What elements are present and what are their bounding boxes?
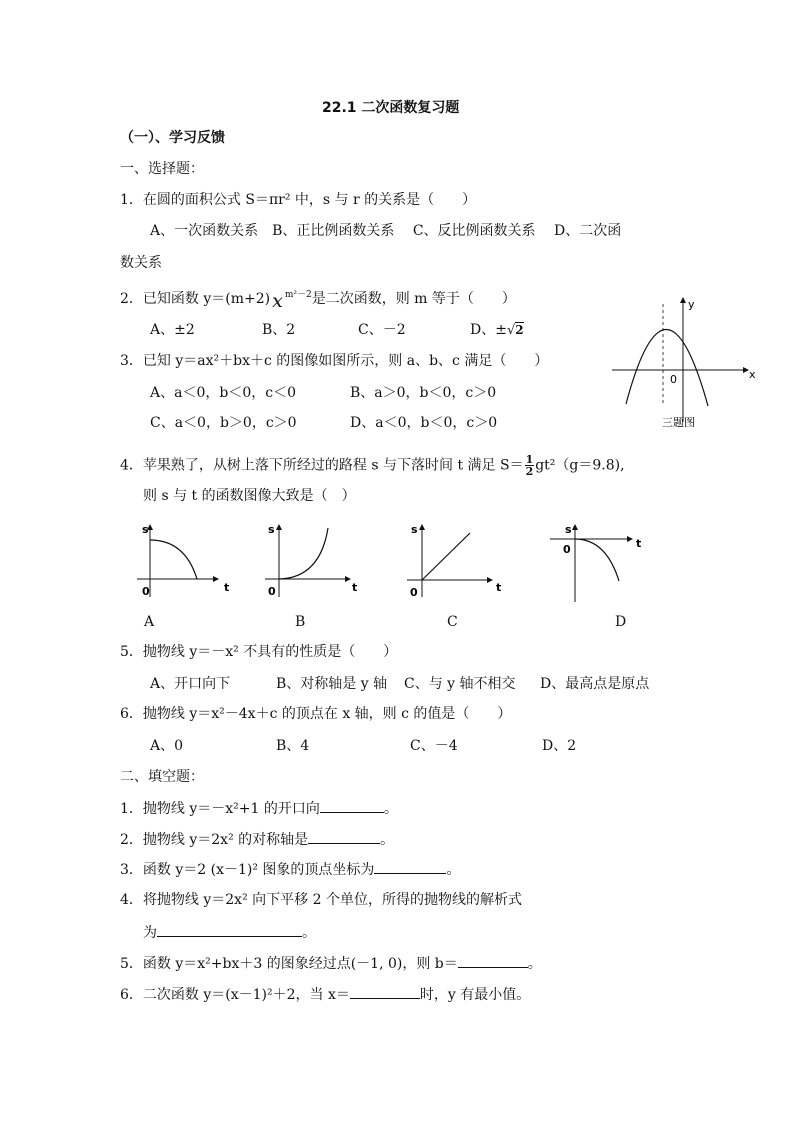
fill6 bbox=[120, 987, 530, 1002]
fill4-end: 。 bbox=[302, 925, 316, 941]
q4-fraction bbox=[525, 454, 535, 477]
q6-stem: 6．抛物线 y＝x²－4x＋c 的顶点在 x 轴，则 c 的值是（ ） bbox=[120, 706, 512, 722]
q4-a-t: t bbox=[224, 581, 230, 594]
part1-heading: 一、选择题： bbox=[120, 161, 204, 177]
fill2-blank[interactable] bbox=[308, 832, 380, 844]
q4-c-o: 0 bbox=[410, 586, 418, 599]
q4-b-t: t bbox=[352, 581, 358, 594]
q3-opt-a: A、a＜0，b＜0，c＜0 bbox=[150, 385, 296, 401]
q3-opt-b: B、a＞0，b＜0，c＞0 bbox=[350, 385, 497, 401]
q3-origin-label: 0 bbox=[670, 373, 677, 386]
q4-stem bbox=[120, 454, 625, 477]
q4-graphs bbox=[130, 518, 670, 633]
q3-opt-c: C、a＜0，b＞0，c＞0 bbox=[150, 415, 297, 431]
q5-opt-c: C、与 y 轴不相交 bbox=[404, 676, 516, 692]
q4-graph-c bbox=[407, 523, 501, 599]
q4-frac-den: 2 bbox=[525, 465, 534, 478]
q1-options-cont: 数关系 bbox=[120, 255, 162, 271]
fill1-end: 。 bbox=[383, 801, 398, 817]
fill3-blank[interactable] bbox=[374, 862, 446, 874]
q5-opt-b: B、对称轴是 y 轴 bbox=[276, 676, 388, 692]
fill6-text: 6．二次函数 y＝(x－1)²＋2，当 x＝ bbox=[120, 987, 350, 1003]
q4-graph-b bbox=[265, 523, 357, 598]
q4-graph-d bbox=[550, 523, 641, 602]
q2-stem-pre: 2．已知函数 y＝(m+2) bbox=[120, 291, 271, 307]
page-title: 22.1 二次函数复习题 bbox=[322, 100, 460, 116]
q3-x-label: x bbox=[749, 368, 756, 381]
fill4-text: 为 bbox=[143, 925, 157, 941]
q5-opt-a: A、开口向下 bbox=[150, 676, 231, 692]
q4-d-s: s bbox=[565, 523, 572, 536]
part2-heading: 二、填空题： bbox=[120, 769, 204, 785]
q4-d-t: t bbox=[636, 537, 642, 550]
q4-label-c: C bbox=[447, 614, 458, 630]
q4-b-o: 0 bbox=[268, 585, 276, 598]
q6-opt-a: A、0 bbox=[150, 738, 184, 754]
fill1-text: 1．抛物线 y＝－x²+1 的开口向 bbox=[120, 801, 320, 817]
q4-stem-pre: 4．苹果熟了，从树上落下所经过的路程 s 与下落时间 t 满足 S＝ bbox=[120, 457, 524, 474]
fill3-end: 。 bbox=[446, 862, 461, 878]
q2-opt-d-pre: D、± bbox=[470, 322, 507, 338]
q2-stem bbox=[120, 288, 516, 312]
q3-parabola-figure bbox=[608, 294, 768, 434]
q5-opt-d: D、最高点是原点 bbox=[540, 676, 650, 692]
q2-opt-d-radicand: 2 bbox=[515, 323, 524, 337]
q4-frac-num: 1 bbox=[525, 453, 534, 466]
q2-opt-c: C、－2 bbox=[358, 322, 406, 338]
fill4-blank[interactable] bbox=[157, 925, 302, 937]
q3-stem: 3．已知 y＝ax²＋bx＋c 的图像如图所示，则 a、b、c 满足（ ） bbox=[120, 353, 549, 369]
fill5 bbox=[120, 956, 542, 971]
q2-opt-b: B、2 bbox=[262, 322, 296, 338]
q4-graph-a bbox=[137, 523, 229, 598]
q2-stem-post: 是二次函数，则 m 等于（ ） bbox=[311, 291, 516, 307]
fill6-blank[interactable] bbox=[350, 987, 420, 999]
fill5-end: 。 bbox=[527, 956, 542, 972]
fill4-line1: 4．将抛物线 y＝2x² 向下平移 2 个单位，所得的抛物线的解析式 bbox=[120, 892, 522, 908]
fill3-text: 3．函数 y＝2 (x－1)² 图象的顶点坐标为 bbox=[120, 862, 375, 878]
q4-c-t: t bbox=[496, 581, 502, 594]
q2-exponent: m²－2 bbox=[284, 290, 312, 300]
q3-opt-d: D、a＜0，b＜0，c＞0 bbox=[350, 415, 498, 431]
fill2 bbox=[120, 832, 394, 847]
fill6-end: 时，y 有最小值。 bbox=[419, 987, 531, 1003]
q6-opt-c: C、－4 bbox=[410, 738, 458, 754]
q2-opt-a: A、±2 bbox=[150, 322, 195, 338]
q6-opt-b: B、4 bbox=[276, 738, 310, 754]
fill4-line2 bbox=[143, 925, 316, 940]
q4-a-s: s bbox=[142, 523, 149, 536]
q4-stem-post: gt²（g＝9.8), bbox=[535, 457, 625, 474]
sqrt-icon: √ bbox=[506, 323, 516, 338]
q4-stem-line2: 则 s 与 t 的函数图像大致是（ ） bbox=[143, 488, 356, 504]
fill1 bbox=[120, 801, 398, 816]
q3-y-label: y bbox=[688, 298, 695, 311]
q4-label-b: B bbox=[295, 614, 306, 630]
q4-a-o: 0 bbox=[142, 585, 150, 598]
q4-c-s: s bbox=[411, 523, 418, 536]
q4-d-o: 0 bbox=[563, 543, 571, 556]
q3-caption: 三题图 bbox=[662, 416, 695, 429]
fill2-text: 2．抛物线 y＝2x² 的对称轴是 bbox=[120, 832, 309, 848]
q4-label-a: A bbox=[144, 614, 155, 630]
fill5-text: 5．函数 y＝x²+bx＋3 的图象经过点(－1, 0)，则 b＝ bbox=[120, 956, 458, 972]
q4-b-s: s bbox=[268, 523, 275, 536]
fill1-blank[interactable] bbox=[320, 801, 384, 813]
fill5-blank[interactable] bbox=[458, 956, 528, 968]
q1-stem: 1．在圆的面积公式 S＝πr² 中，s 与 r 的关系是（ ） bbox=[120, 192, 477, 208]
q2-x: x bbox=[272, 290, 283, 312]
fill2-end: 。 bbox=[380, 832, 395, 848]
q3-parabola bbox=[626, 329, 708, 406]
fill3 bbox=[120, 862, 460, 877]
q1-options: A、一次函数关系 B、正比例函数关系 C、反比例函数关系 D、二次函 bbox=[150, 223, 622, 239]
q5-stem: 5．抛物线 y＝－x² 不具有的性质是（ ） bbox=[120, 644, 398, 660]
q6-opt-d: D、2 bbox=[542, 738, 577, 754]
q4-label-d: D bbox=[615, 614, 627, 630]
section-heading: （一）、学习反馈 bbox=[120, 130, 225, 146]
q2-opt-d bbox=[470, 323, 524, 337]
